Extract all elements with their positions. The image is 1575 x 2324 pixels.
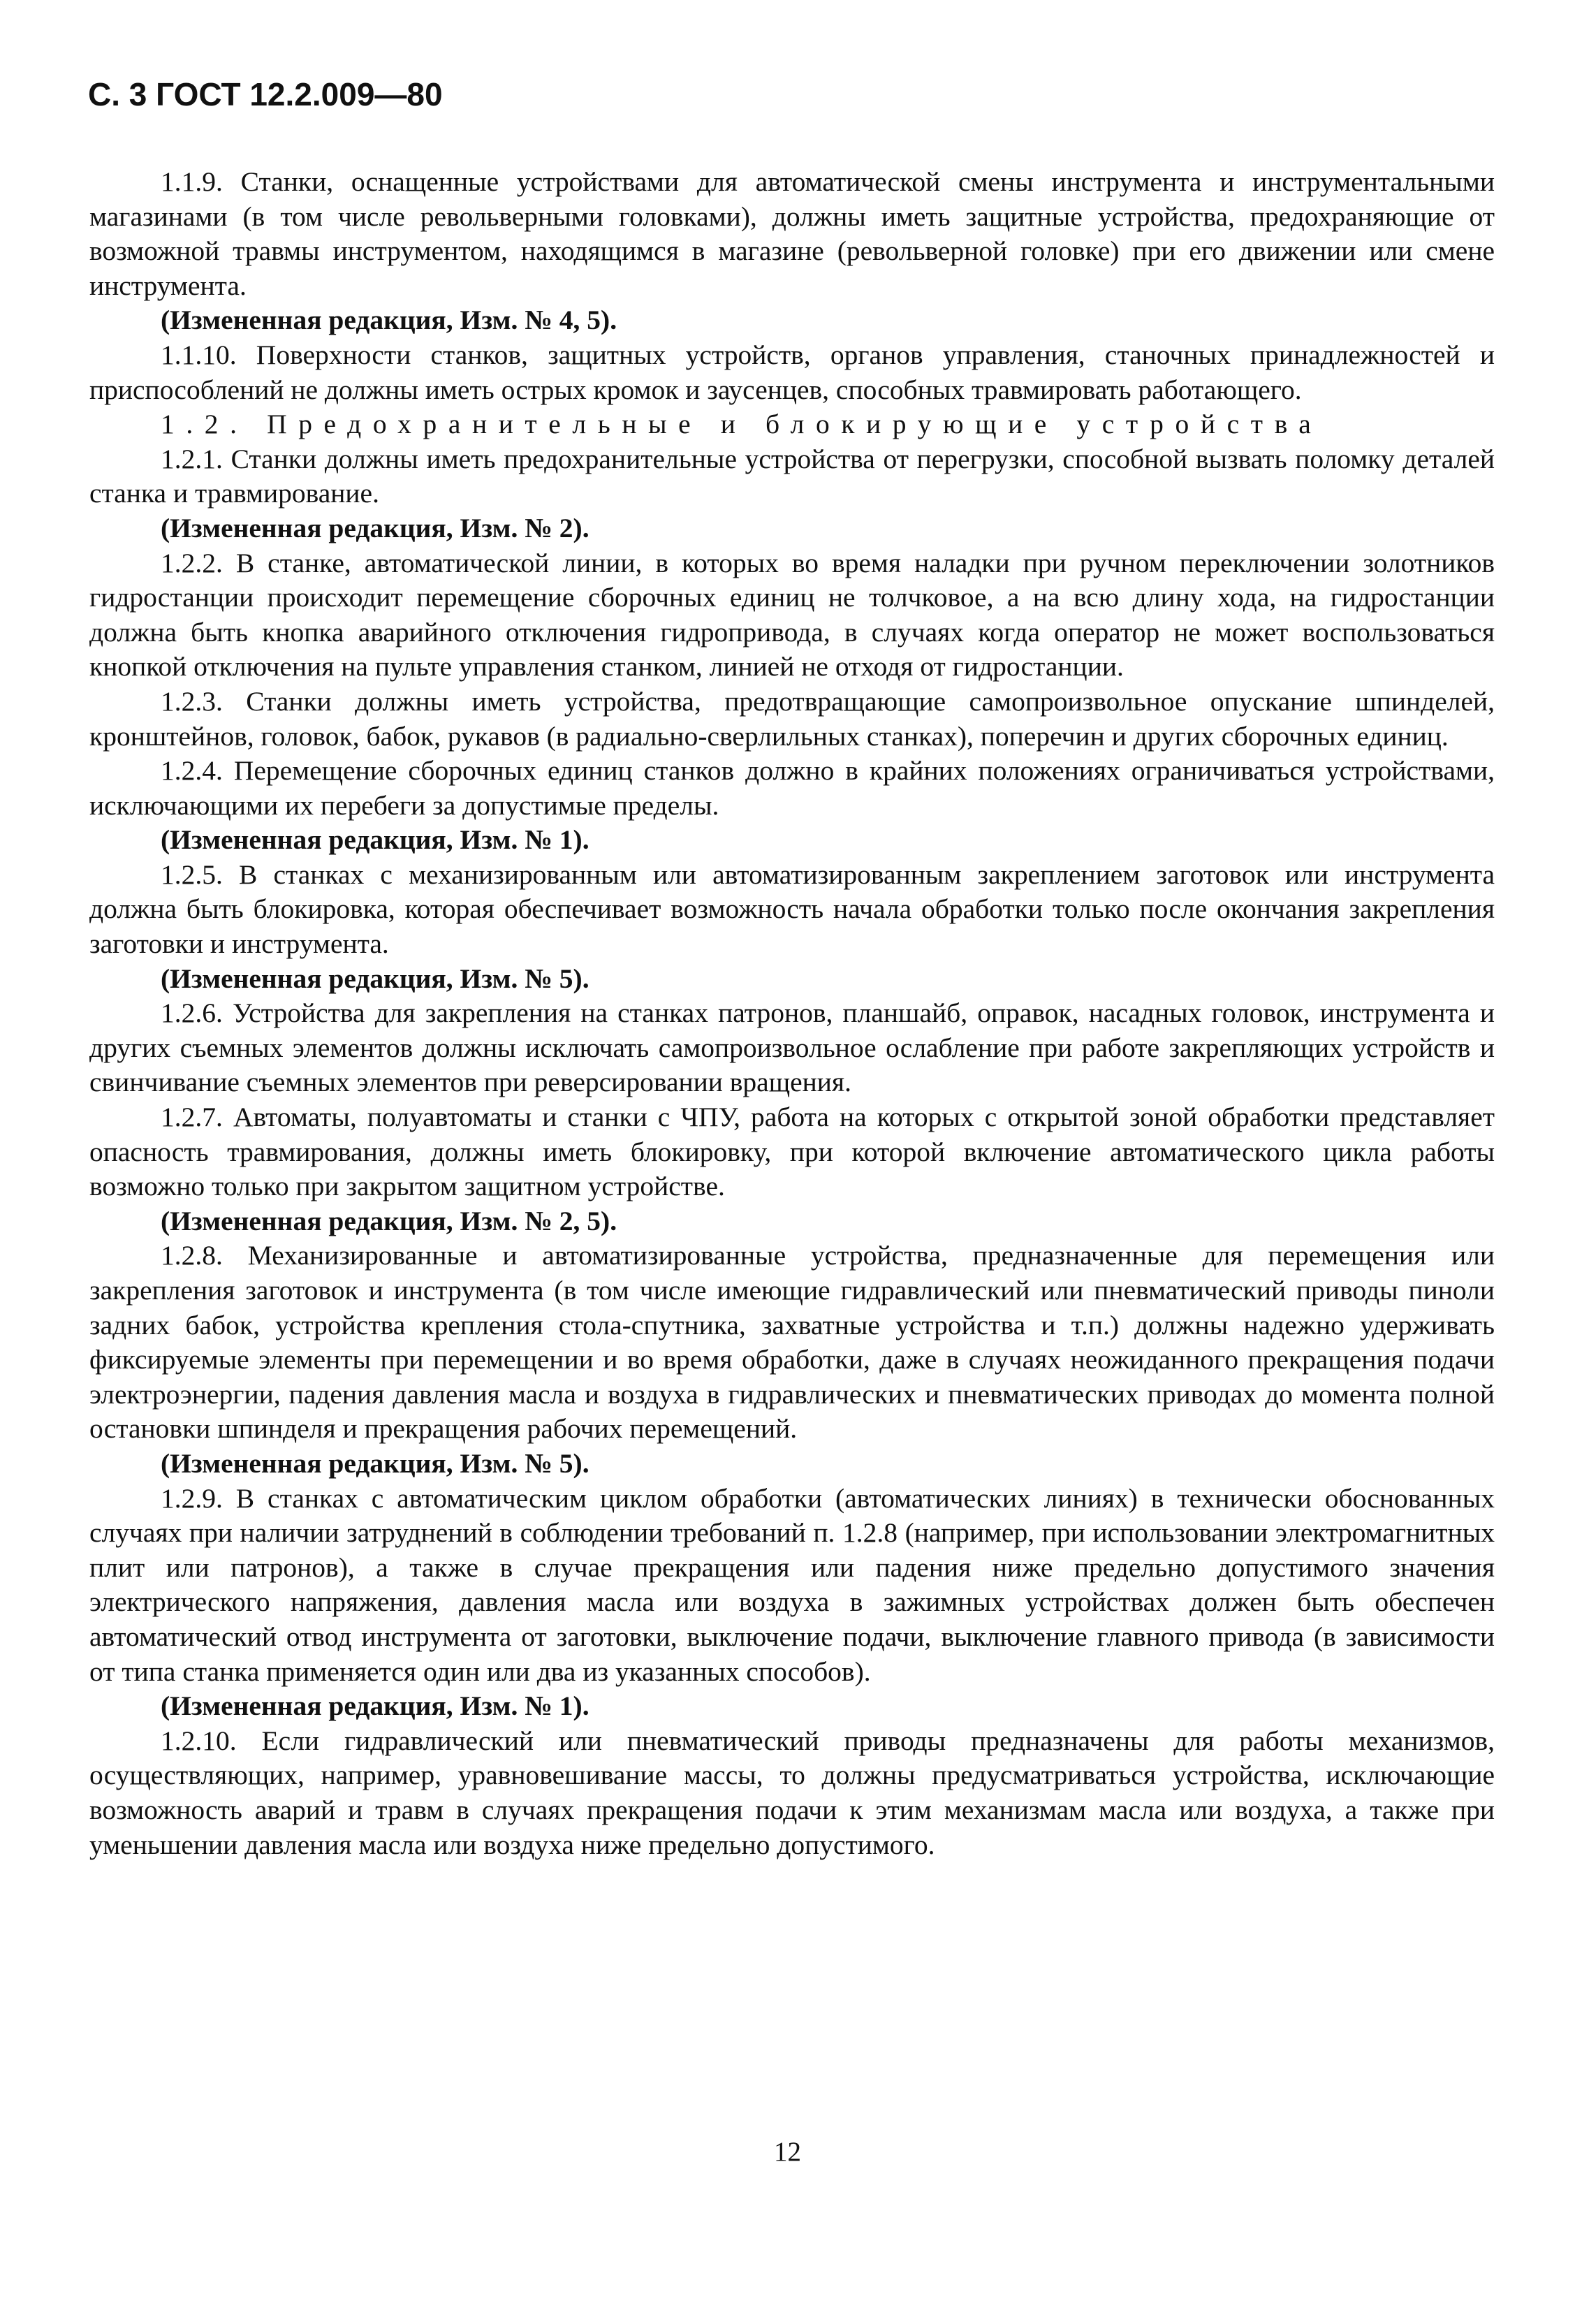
amendment-note: (Измененная редакция, Изм. № 1). bbox=[161, 1690, 589, 1722]
amendment-note: (Измененная редакция, Изм. № 2, 5). bbox=[161, 1205, 617, 1236]
amendment-note: (Измененная редакция, Изм. № 1). bbox=[161, 824, 589, 856]
paragraph-1-2-2: 1.2.2. В станке, автоматической линии, в которых во время наладки при ручном переключении золотников гидростанции происходит перемещение сборочных единиц не толчковое, а на всю длину хода, на гидростанции должна быть кнопка аварийного отключения гидропривода, в случаях когда оператор не может воспользоваться кнопкой отключения на пульте управления станком, линией не отходя от гидростанции. bbox=[89, 547, 1495, 682]
page-number: 12 bbox=[774, 2137, 801, 2167]
paragraph-1-2-9: 1.2.9. В станках с автоматическим циклом обработки (автоматических линиях) в технически обоснованных случаях при наличии затруднений в соблюдении требований п. 1.2.8 (например, при использовании электромагнитных плит или патронов), а также в случае прекращения или падения ниже предельно допустимого значения электрического напряжения, давления масла или воздуха в зажимных устройствах должен быть обеспечен автоматический отвод инструмента от заготовки, выключение подачи, выключение главного привода (в зависимости от типа станка применяется один или два из указанных способов). bbox=[89, 1482, 1495, 1687]
paragraph-1-2-6: 1.2.6. Устройства для закрепления на станках патронов, планшайб, оправок, насадных головок, инструмента и других съемных элементов должны исключать самопроизвольное ослабление при работе закрепляющих устройств и свинчивание съемных элементов при реверсировании вращения. bbox=[89, 997, 1495, 1098]
paragraph-1-2-8: 1.2.8. Механизированные и автоматизированные устройства, предназначенные для перемещения или закрепления заготовок и инструмента (в том числе имеющие гидравлический или пневматический приводы пиноли задних бабок, устройства крепления стола-спутника, захватные устройства и т.п.) должны надежно удерживать фиксируемые элементы при перемещении и во время обработки, даже в случаях неожиданного прекращения подачи электроэнергии, падения давления масла и воздуха в гидравлических и пневматических приводах до момента полной остановки шпинделя и прекращения рабочих перемещений. bbox=[89, 1240, 1495, 1445]
paragraph-1-1-9: 1.1.9. Станки, оснащенные устройствами для автоматической смены инструмента и инструментальными магазинами (в том числе револьверными головками), должны иметь защитные устройства, предохраняющие от возможной травмы инструментом, находящимся в магазине (револьверной головке) при его движении или смене инструмента. bbox=[89, 166, 1495, 301]
paragraph-1-2-4: 1.2.4. Перемещение сборочных единиц станков должно в крайних положениях ограничиваться устройствами, исключающими их перебеги за допустимые пределы. bbox=[89, 755, 1495, 821]
amendment-note: (Измененная редакция, Изм. № 4, 5). bbox=[161, 305, 617, 336]
paragraph-1-2-7: 1.2.7. Автоматы, полуавтоматы и станки с ЧПУ, работа на которых с открытой зоной обработки представляет опасность травмирования, должны иметь блокировку, при которой включение автоматического цикла работы возможно только при закрытом защитном устройстве. bbox=[89, 1102, 1495, 1202]
amendment-note: (Измененная редакция, Изм. № 5). bbox=[161, 963, 589, 994]
page-header: С. 3 ГОСТ 12.2.009—80 bbox=[88, 76, 443, 112]
document-body bbox=[89, 165, 1495, 1862]
paragraph-1-1-10: 1.1.10. Поверхности станков, защитных устройств, органов управления, станочных принадлежностей и приспособлений не должны иметь острых кромок и заусенцев, способных травмировать работающего. bbox=[89, 339, 1495, 405]
paragraph-1-2-5: 1.2.5. В станках с механизированным или автоматизированным закреплением заготовок или инструмента должна быть блокировка, которая обеспечивает возможность начала обработки только после окончания закрепления заготовки и инструмента. bbox=[89, 858, 1495, 960]
paragraph-1-2-3: 1.2.3. Станки должны иметь устройства, предотвращающие самопроизвольное опускание шпинделей, кронштейнов, головок, бабок, рукавов (в радиально-сверлильных станках), поперечин и других сборочных единиц. bbox=[89, 685, 1495, 752]
paragraph-1-2-1: 1.2.1. Станки должны иметь предохранительные устройства от перегрузки, способной вызвать поломку деталей станка и травмирование. bbox=[89, 443, 1495, 509]
amendment-note: (Измененная редакция, Изм. № 5). bbox=[161, 1447, 589, 1479]
paragraph-1-2-10: 1.2.10. Если гидравлический или пневматический приводы предназначены для работы механизмов, осуществляющих, например, уравновешивание массы, то должны предусматриваться устройства, исключающие возможность аварий и травм в случаях прекращения подачи к этим механизмам масла или воздуха, а также при уменьшении давления масла или воздуха ниже предельно допустимого. bbox=[89, 1725, 1495, 1860]
amendment-note: (Измененная редакция, Изм. № 2). bbox=[161, 512, 589, 543]
section-title: 1.2. Предохранительные и блокирующие устройства bbox=[161, 409, 1323, 440]
